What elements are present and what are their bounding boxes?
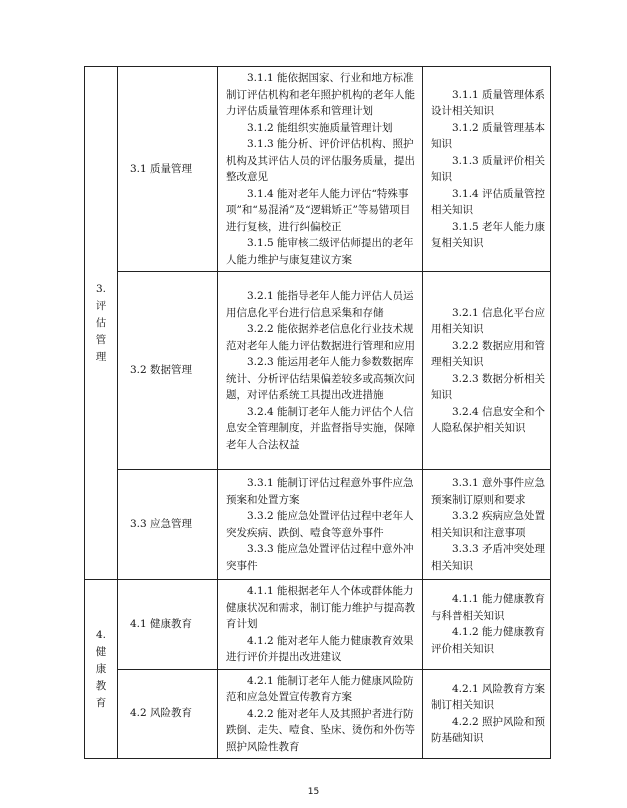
- unit-cell: [118, 67, 218, 272]
- skill-item: 3.2.4 能制订老年人能力评估个人信息安全管理制度，并监督指导实施，保障老年人合法权益: [226, 405, 415, 451]
- knowledge-cell: [423, 669, 551, 759]
- knowledge-item: 3.3.1 意外事件应急预案制订原则和要求: [431, 477, 546, 506]
- skill-item: 3.1.4 能对老年人能力评估“特殊事项”和“易混淆”及“逻辑矫正”等易错项目进行复核，进行纠偏校正: [226, 187, 411, 233]
- skill-item: 3.2.2 能依据养老信息化行业技术规范对老年人能力评估数据进行管理和应用: [226, 323, 415, 352]
- skill-item: 3.3.2 能应急处置评估过程中老年人突发疾病、跌倒、噎食等意外事件: [226, 510, 414, 539]
- table-row: [85, 470, 551, 580]
- skill-item: 3.1.1 能依据国家、行业和地方标准制订评估机构和老年照护机构的老年人能力评估质量管理体系和管理计划: [226, 72, 415, 117]
- knowledge-item: 3.2.3 数据分析相关知识: [431, 372, 546, 401]
- skills-cell: [218, 67, 423, 272]
- unit-label: 4.1 健康教育: [130, 617, 193, 630]
- knowledge-item: 3.2.4 信息安全和个人隐私保护相关知识: [431, 405, 546, 434]
- skill-item: 3.2.3 能运用老年人能力参数数据库统计、分析评估结果偏差较多或高频次问题，对评估系统工具提出改进措施: [226, 356, 415, 401]
- section-cell: [85, 580, 118, 759]
- unit-label: 3.3 应急管理: [130, 518, 193, 530]
- knowledge-item: 4.2.2 照护风险和预防基础知识: [431, 715, 546, 745]
- knowledge-item: 3.1.1 质量管理体系设计相关知识: [431, 88, 546, 117]
- knowledge-item: 3.3.3 矛盾冲突处理相关知识: [431, 543, 546, 572]
- skills-cell: [218, 272, 423, 470]
- knowledge-cell: [423, 580, 551, 670]
- table-row: [85, 272, 551, 470]
- knowledge-item: 3.3.2 疾病应急处置相关知识和注意事项: [431, 510, 546, 539]
- knowledge-item: 3.1.3 质量评价相关知识: [431, 154, 546, 183]
- knowledge-item: 3.1.5 老年人能力康复相关知识: [431, 220, 546, 249]
- section-label: 3.评估管理: [95, 282, 107, 363]
- knowledge-item: 4.1.2 能力健康教育评价相关知识: [431, 626, 546, 655]
- skill-item: 3.1.5 能审核二级评估师提出的老年人能力维护与康复建议方案: [226, 237, 414, 266]
- knowledge-item: 4.1.1 能力健康教育与科普相关知识: [431, 593, 546, 622]
- skills-cell: [218, 669, 423, 759]
- knowledge-item: 3.2.2 数据应用和管理相关知识: [431, 339, 546, 368]
- knowledge-item: 4.2.1 风险教育方案制订相关知识: [431, 682, 546, 712]
- skill-item: 4.2.1 能制订老年人能力健康风险防范和应急处置宣传教育方案: [226, 674, 414, 703]
- unit-cell: [118, 580, 218, 670]
- table-row: [85, 669, 551, 759]
- table-row: [85, 580, 551, 670]
- skill-item: 3.3.3 能应急处置评估过程中意外冲突事件: [226, 543, 414, 572]
- unit-cell: [118, 669, 218, 759]
- skill-item: 4.2.2 能对老年人及其照护者进行防跌倒、走失、噎食、坠床、烫伤和外伤等照护风险性教育: [226, 707, 415, 753]
- skill-item: 3.2.1 能指导老年人能力评估人员运用信息化平台进行信息采集和存储: [226, 290, 414, 319]
- section-cell: [85, 67, 118, 580]
- skill-standard-table: [84, 66, 551, 759]
- knowledge-item: 3.1.4 评估质量管控相关知识: [431, 187, 546, 216]
- skill-item: 3.1.2 能组织实施质量管理计划: [247, 121, 393, 134]
- unit-label: 3.2 数据管理: [130, 364, 193, 376]
- knowledge-cell: [423, 470, 551, 580]
- knowledge-cell: [423, 67, 551, 272]
- unit-cell: [118, 272, 218, 470]
- page-number: 15: [307, 787, 320, 797]
- unit-label: 3.1 质量管理: [130, 162, 193, 175]
- knowledge-cell: [423, 272, 551, 470]
- knowledge-item: 3.1.2 质量管理基本知识: [431, 121, 546, 150]
- skills-cell: [218, 580, 423, 670]
- unit-label: 4.2 风险教育: [130, 707, 193, 720]
- skills-cell: [218, 470, 423, 580]
- unit-cell: [118, 470, 218, 580]
- table-row: [85, 67, 551, 272]
- skill-item: 3.3.1 能制订评估过程意外事件应急预案和处置方案: [226, 477, 414, 506]
- section-label: 4.健康教育: [95, 628, 107, 709]
- knowledge-item: 3.2.1 信息化平台应用相关知识: [431, 306, 546, 335]
- skill-item: 4.1.1 能根据老年人个体或群体能力健康状况和需求，制订能力维护与提高教育计划: [226, 585, 415, 630]
- skill-item: 4.1.2 能对老年人能力健康教育效果进行评价并提出改进建议: [226, 634, 414, 663]
- skill-item: 3.1.3 能分析、评价评估机构、照护机构及其评估人员的评估服务质量，提出整改意见: [226, 138, 415, 183]
